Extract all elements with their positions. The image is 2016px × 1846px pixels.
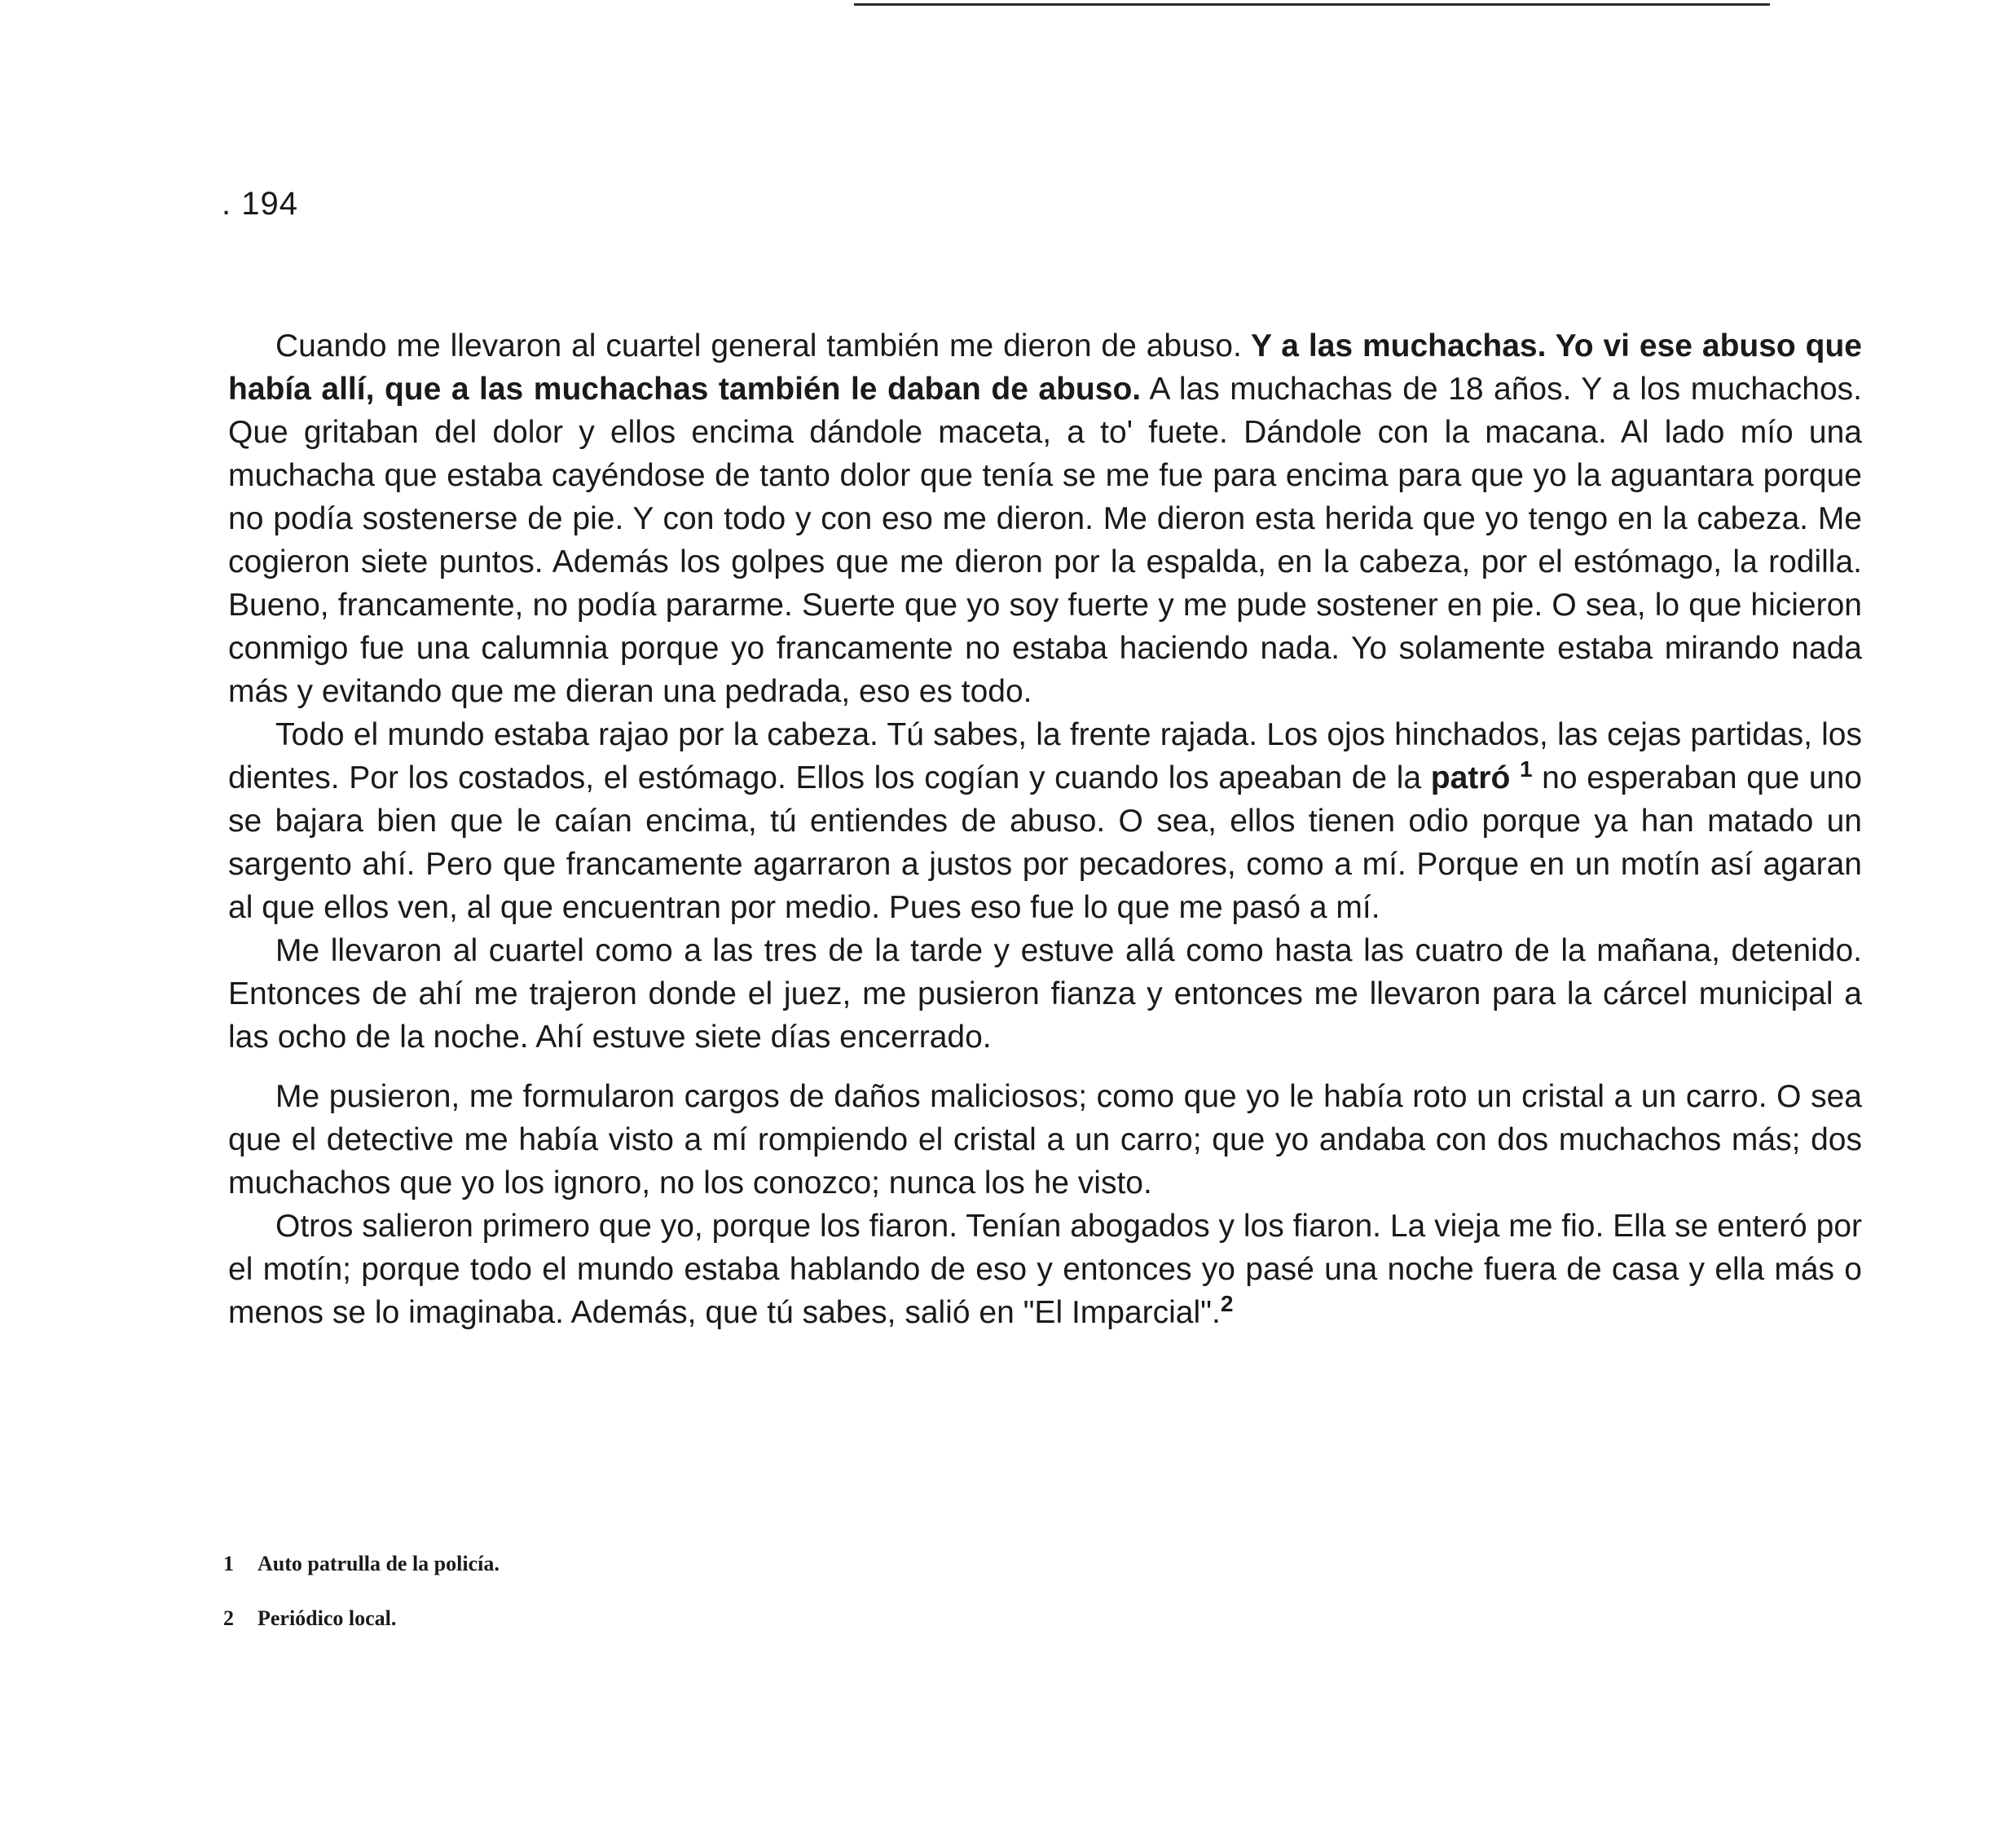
footnote-2 — [223, 1606, 500, 1631]
paragraph-1-text: Cuando me llevaron al cuartel general también me dieron de abuso. — [275, 328, 1242, 363]
top-rule — [854, 3, 1770, 6]
paragraph-2-text-cont: no esperaban que uno se bajara bien que le caían encima, tú entiendes de abuso. O sea, ellos tienen odio porque ya han matado un sargento ahí. Pero que francamente agarraron a justos por pecadores, como a mí. Porque en un motín así agaran al que ellos ven, al que encuentran por medio. Pues eso fue lo que me pasó a mí. — [228, 760, 1862, 925]
paragraph-5 — [228, 1205, 1862, 1334]
page-number: . 194 — [222, 186, 298, 222]
paragraph-1-bold: Y a las muchachas. Yo vi ese abuso que había allí, que a las muchachas también le daban de abuso. — [228, 328, 1862, 407]
footnote-ref-2: 2 — [1220, 1291, 1234, 1316]
paragraph-3: Me llevaron al cuartel como a las tres de la tarde y estuve allá como hasta las cuatro de la mañana, detenido. Entonces de ahí me trajeron donde el juez, me pusieron fianza y entonces me llevaron para la cárcel municipal a las ocho de la noche. Ahí estuve siete días encerrado. — [228, 933, 1862, 1055]
paragraph-2-text: Todo el mundo estaba rajao por la cabeza. Tú sabes, la frente rajada. Los ojos hinchados, las cejas partidas, los dientes. Por los costados, el estómago. Ellos los cogían y cuando los apeaban de la — [228, 717, 1862, 795]
footnote-1 — [223, 1552, 500, 1576]
paragraph-2 — [228, 713, 1862, 929]
paragraph-1-text-cont: A las muchachas de 18 años. Y a los muchachos. Que gritaban del dolor y ellos encima dándole maceta, a to' fuete. Dándole con la macana. Al lado mío una muchacha que estaba cayéndose de tanto dolor que tenía se me fue para encima para que yo la aguantara porque no podía sostenerse de pie. Y con todo y con eso me dieron. Me dieron esta herida que yo tengo en la cabeza. Me cogieron siete puntos. Además los golpes que me dieron por la espalda, en la cabeza, por el estómago, la rodilla. Bueno, francamente, no podía pararme. Suerte que yo soy fuerte y me pude sostener en pie. O sea, lo que hicieron conmigo fue una calumnia porque yo francamente no estaba haciendo nada. Yo solamente estaba mirando nada más y evitando que me dieran una pedrada, eso es todo. — [228, 372, 1862, 709]
body-text — [228, 324, 1862, 1334]
footnote-1-text: Auto patrulla de la policía. — [258, 1552, 500, 1575]
footnote-ref-1: 1 — [1519, 756, 1533, 782]
paragraph-2-bold-term: patró — [1430, 760, 1511, 795]
footnote-2-mark: 2 — [223, 1606, 234, 1630]
footnote-1-mark: 1 — [223, 1552, 234, 1575]
paragraph-4: Me pusieron, me formularon cargos de daños maliciosos; como que yo le había roto un cristal a un carro. O sea que el detective me había visto a mí rompiendo el cristal a un carro; que yo andaba con dos muchachos más; dos muchachos que yo los ignoro, no los conozco; nunca los he visto. — [228, 1079, 1862, 1201]
footnotes — [223, 1552, 500, 1661]
footnote-2-text: Periódico local. — [258, 1606, 397, 1630]
paragraph-5-text: Otros salieron primero que yo, porque los fiaron. Tenían abogados y los fiaron. La vieja me fio. Ella se enteró por el motín; porque todo el mundo estaba hablando de eso y entonces yo pasé una noche fuera de casa y ella más o menos se lo imaginaba. Además, que tú sabes, salió en "El Imparcial". — [228, 1209, 1862, 1330]
paragraph-1 — [228, 324, 1862, 713]
